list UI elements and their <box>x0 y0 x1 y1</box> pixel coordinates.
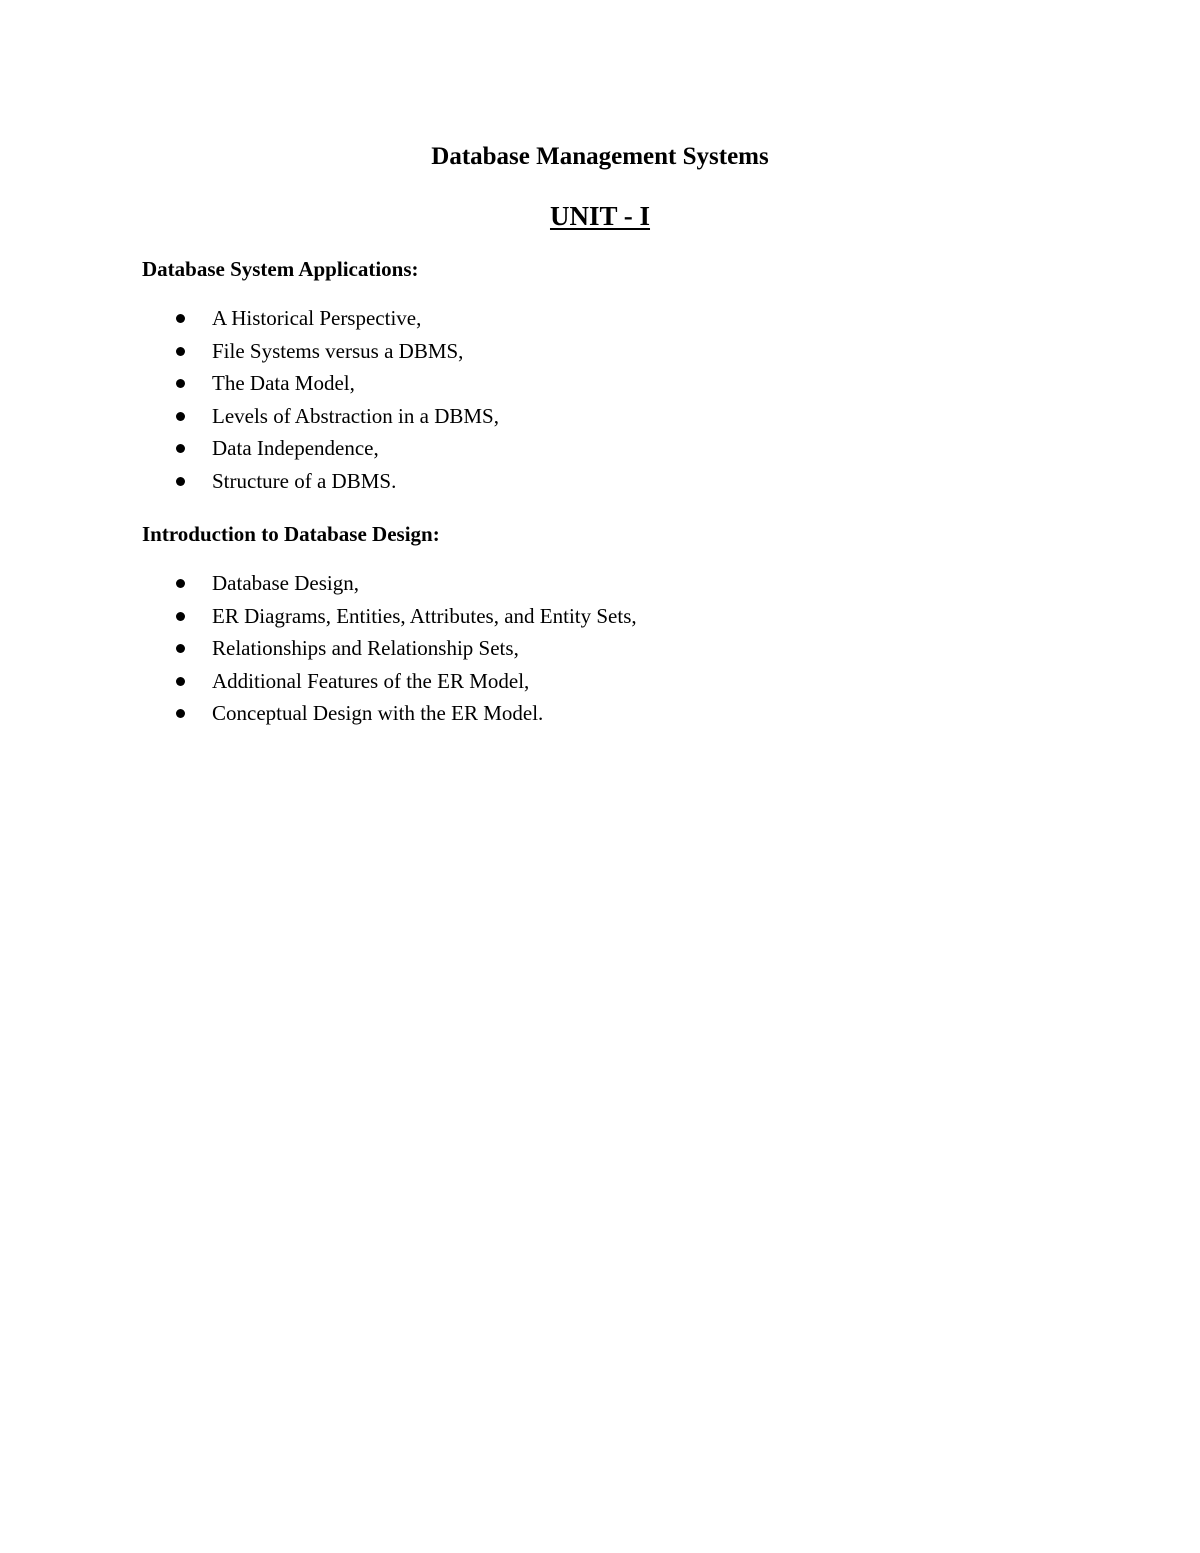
section-heading: Introduction to Database Design: <box>142 522 440 546</box>
bullet-icon <box>176 444 185 453</box>
list-item-text: Conceptual Design with the ER Model. <box>212 701 544 726</box>
bullet-list <box>142 302 1042 498</box>
list-item <box>142 335 1042 368</box>
list-item-text: ER Diagrams, Entities, Attributes, and Entity Sets, <box>212 603 637 628</box>
list-item <box>142 367 1042 400</box>
bullet-icon <box>176 677 185 686</box>
bullet-icon <box>176 612 185 621</box>
list-item-text: The Data Model, <box>212 371 355 396</box>
unit-title: UNIT - I <box>549 201 651 231</box>
bullet-icon <box>176 644 185 653</box>
list-item-text: Database Design, <box>212 571 359 595</box>
list-item-text: Data Independence, <box>212 436 379 461</box>
list-item <box>142 632 1042 665</box>
bullet-icon <box>176 347 185 356</box>
list-item-text: Levels of Abstraction in a DBMS, <box>212 403 499 428</box>
list-item <box>142 697 1042 730</box>
section-heading: Database System Applications: <box>142 257 419 281</box>
list-item <box>142 465 1042 498</box>
section-introduction-to-database-design <box>142 519 1042 730</box>
list-item-text: Relationships and Relationship Sets, <box>212 636 519 661</box>
document-title: Database Management Systems <box>431 143 769 170</box>
section-database-system-applications <box>142 254 1042 498</box>
list-item <box>142 600 1042 633</box>
list-item <box>142 432 1042 465</box>
list-item <box>142 302 1042 335</box>
list-item-text: File Systems versus a DBMS, <box>212 338 464 363</box>
list-item-text: Additional Features of the ER Model, <box>212 668 530 693</box>
bullet-icon <box>176 477 185 486</box>
bullet-icon <box>176 412 185 421</box>
list-item-text: A Historical Perspective, <box>212 306 422 330</box>
bullet-icon <box>176 579 185 588</box>
bullet-icon <box>176 314 185 323</box>
bullet-icon <box>176 709 185 718</box>
list-item <box>142 665 1042 698</box>
bullet-icon <box>176 379 185 388</box>
list-item-text: Structure of a DBMS. <box>212 468 397 493</box>
list-item <box>142 567 1042 600</box>
bullet-list <box>142 567 1042 730</box>
list-item <box>142 400 1042 433</box>
